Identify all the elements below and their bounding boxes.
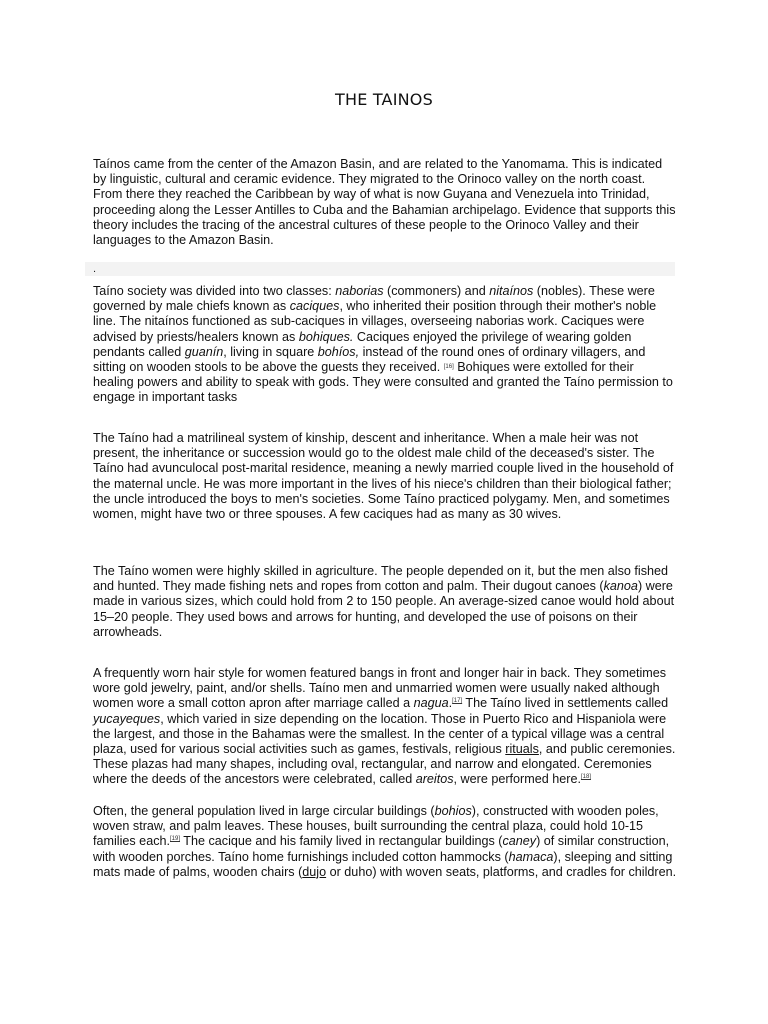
- text-run: The Taíno lived in settlements called: [462, 696, 669, 711]
- text-run: , who inherited their position through their mother's noble line. The nitaínos functioned as sub-caciques in villages, overseeing naborias work. Caciques were advised by priests/healers known as: [93, 299, 657, 344]
- text-run: , which varied in size depending on the location. Those in Puerto Rico and Hispaniola were the largest, and those in the Bahamas were the smallest. In the center of a typical village was a central plaza, used for various social activities such as games, festivals, religious: [93, 711, 667, 757]
- footnote-ref-16[interactable]: [16]: [443, 364, 454, 371]
- text-run: Bohiques were extolled for their healing powers and ability to speak with gods. They were consulted and granted the Taíno permission to engage in important tasks: [93, 360, 673, 405]
- separator-dot: .: [93, 263, 97, 275]
- term-kanoa: kanoa: [603, 579, 638, 594]
- text-run: .: [448, 696, 453, 711]
- text-run: instead of the round ones of ordinary villagers, and sitting on wooden stools to be above the guests they received.: [93, 344, 646, 375]
- text-run: The cacique and his family lived in rectangular buildings (: [180, 834, 503, 849]
- text-run: A frequently worn hair style for women featured bangs in front and longer hair in back. They sometimes wore gold jewelry, paint, and/or shells. Taíno men and unmarried women were usually naked although women wore a small cotton apron after marriage called a: [93, 666, 667, 711]
- footnote-ref-18[interactable]: [18]: [580, 774, 591, 781]
- footnote-ref-17[interactable]: [17]: [452, 698, 463, 705]
- term-hamaca: hamaca: [508, 849, 554, 864]
- term-caciques: caciques: [289, 299, 340, 314]
- term-guanin: guanín: [184, 344, 224, 359]
- term-bohios: bohios: [434, 804, 472, 818]
- text-run: ) were made in various sizes, which could hold from 2 to 150 people. An average-sized canoe would hold about 15–20 people. They used bows and arrows for hunting, and developed the use of poisons on their arrowheads.: [93, 579, 675, 639]
- term-caney: caney: [502, 834, 537, 849]
- term-yucayeques: yucayeques: [93, 711, 161, 726]
- footnote-ref-19[interactable]: [19]: [170, 836, 181, 843]
- term-nagua: nagua: [413, 696, 449, 711]
- text-run: ) of similar construction, with wooden porches. Taíno home furnishings included cotton hammocks (: [93, 834, 670, 864]
- page-title: THE TAINOS: [335, 90, 433, 109]
- term-naborias: naborias: [335, 284, 384, 298]
- term-areitos: areitos: [415, 772, 454, 787]
- text-run: , were performed here.: [453, 772, 581, 787]
- paragraph-society: [93, 284, 677, 406]
- text-run: Often, the general population lived in large circular buildings (: [93, 804, 435, 818]
- term-bohiques: bohiques.: [298, 329, 354, 344]
- text-run: or duho) with woven seats, platforms, and cradles for children.: [326, 864, 677, 879]
- paragraph-settlements: [93, 666, 677, 788]
- text-run: ), constructed with wooden poles, woven straw, and palm leaves. These houses, built surrounding the central plaza, could hold 10-15 families each.: [93, 804, 659, 849]
- term-bohios: bohíos,: [317, 344, 360, 359]
- text-run: The Taíno women were highly skilled in agriculture. The people depended on it, but the men also fished and hunted. They made fishing nets and ropes from cotton and palm. Their dugout canoes (: [93, 564, 669, 594]
- link-rituals[interactable]: rituals: [505, 742, 539, 757]
- paragraph-agriculture: [93, 564, 677, 640]
- paragraph-housing: [93, 804, 677, 880]
- link-dujo[interactable]: dujo: [302, 864, 327, 879]
- paragraph-origins: Taínos came from the center of the Amazon Basin, and are related to the Yanomama. This is indicated by linguistic, cultural and ceramic evidence. They migrated to the Orinoco valley on the north coast. From there they reached the Caribbean by way of what is now Guyana and Venezuela into Trinidad, proceeding along the Lesser Antilles to Cuba and the Bahamian archipelago. Evidence that supports this theory includes the tracing of the ancestral cultures of these people to the Orinoco Valley and their languages to the Amazon Basin.: [93, 157, 676, 248]
- separator-band: [85, 262, 675, 276]
- text-run: ), sleeping and sitting mats made of palms, wooden chairs (: [93, 849, 673, 879]
- paragraph-kinship: The Taíno had a matrilineal system of kinship, descent and inheritance. When a male heir was not present, the inheritance or succession would go to the oldest male child of the deceased's sister. The Taíno had avunculocal post-marital residence, meaning a newly married couple lived in the household of the maternal uncle. He was more important in the lives of his niece's children than their biological father; the uncle introduced the boys to men's societies. Some Taíno practiced polygamy. Men, and sometimes women, might have two or three spouses. A few caciques had as many as 30 wives.: [93, 431, 674, 522]
- text-run: (commoners) and: [383, 284, 490, 298]
- text-run: (nobles). These were governed by male chiefs known as: [93, 284, 655, 314]
- term-nitainos: nitaínos: [489, 284, 534, 298]
- text-run: Caciques enjoyed the privilege of wearing golden pendants called: [93, 329, 632, 359]
- text-run: Taíno society was divided into two classes:: [93, 284, 336, 298]
- text-run: , and public ceremonies. These plazas had many shapes, including oval, rectangular, and narrow and elongated. Ceremonies where the deeds of the ancestors were celebrated, called: [93, 742, 676, 787]
- text-run: , living in square: [223, 344, 318, 359]
